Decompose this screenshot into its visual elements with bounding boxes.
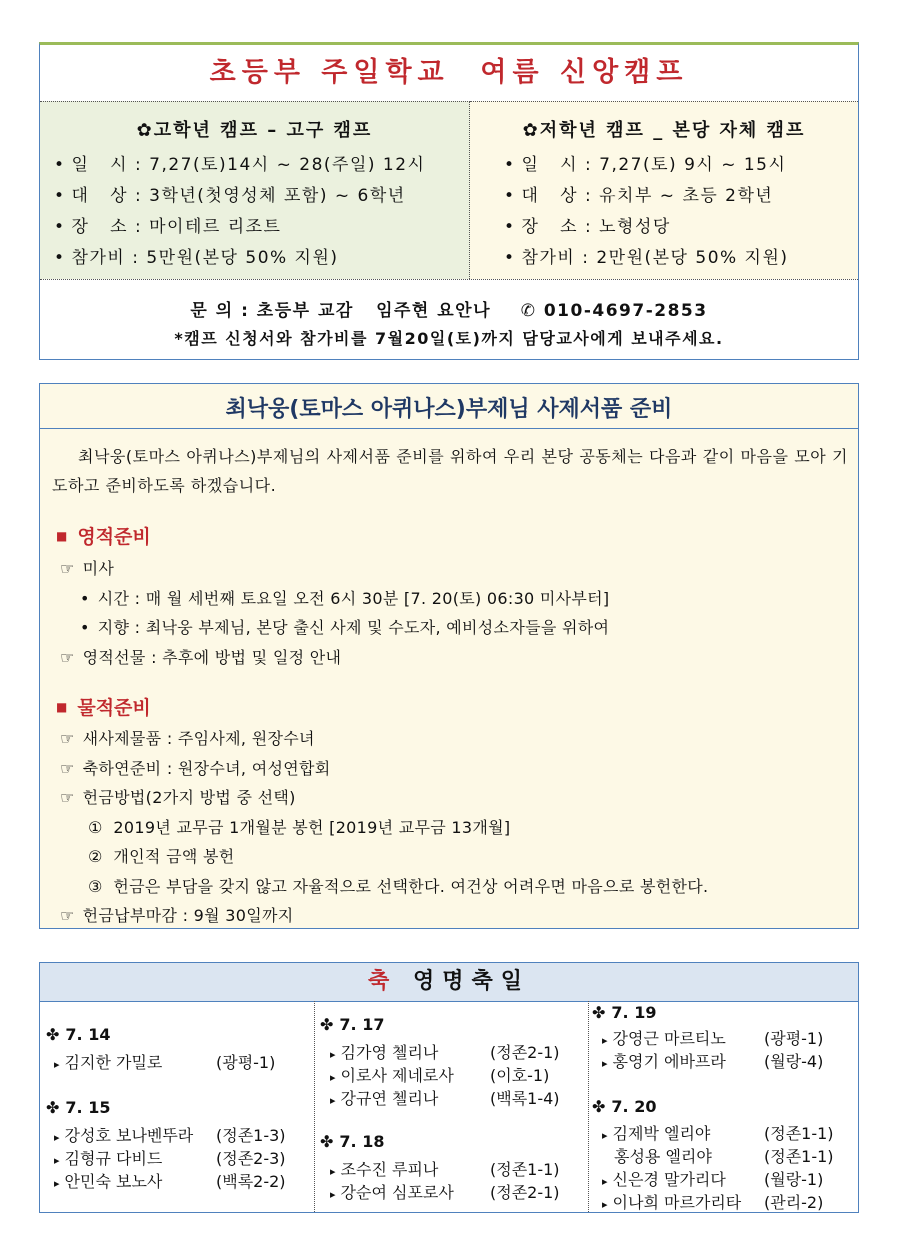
triangle-bullet-icon: ▸ (602, 1198, 608, 1211)
ordination-title: 최낙웅(토마스 아퀴나스)부제님 사제서품 준비 (225, 397, 673, 422)
feast-entry: ▸ 강영근 마르티노 (광평-1) (602, 1029, 824, 1048)
triangle-bullet-icon: ▸ (330, 1094, 336, 1107)
feast-entry: ▸ 신은경 말가리다 (월랑-1) (602, 1170, 824, 1189)
ordination-intro: 최낙웅(토마스 아퀴나스)부제님의 사제서품 준비를 위하여 우리 본당 공동체는 다음과 같이 마음을 모아 기도하고 준비하도록 하겠습니다. (52, 447, 848, 495)
mass-line: ☞ 미사 (60, 559, 115, 578)
offering-deadline: ☞ 헌금납부마감 : 9월 30일까지 (60, 906, 294, 925)
feast-date: ✤ 7. 19 (592, 1003, 657, 1022)
bullet-icon: • (54, 248, 66, 268)
feast-entry: ▸ 강규연 첼리나 (백록1-4) (330, 1089, 560, 1108)
offering-option: ① 2019년 교무금 1개월분 봉헌 [2019년 교무금 13개월] (88, 818, 511, 837)
feast-date: ✤ 7. 14 (46, 1025, 111, 1044)
bullet-icon: • (54, 186, 66, 206)
feast-entry: ▸ 김지한 가밀로 (광평-1) (54, 1053, 276, 1072)
junior-camp-date: • 일 시 : 7,27(토) 9시 ~ 15시 (504, 155, 787, 175)
feast-entry: ▸ 김제박 엘리야 (정존1-1) (602, 1124, 834, 1143)
offering-option: ③ 헌금은 부담을 갖지 않고 자율적으로 선택한다. 여건상 어려우면 마음으로 봉헌한다. (88, 877, 709, 896)
camp-notice-box (39, 42, 859, 360)
feast-entry: 홍성용 엘리야 (정존1-1) (614, 1147, 834, 1166)
senior-camp-panel (40, 101, 470, 279)
senior-camp-heading: ✿고학년 캠프 – 고구 캠프 (136, 120, 373, 141)
spiritual-gift: ☞ 영적선물 : 추후에 방법 및 일정 안내 (60, 648, 342, 667)
clover-icon: ✤ (46, 1025, 60, 1044)
feast-entry: ▸ 홍영기 에바프라 (월랑-4) (602, 1052, 824, 1071)
junior-camp-panel (470, 101, 858, 279)
camp-title: 초등부 주일학교 여름 신앙캠프 (209, 57, 689, 88)
senior-camp-fee: • 참가비 : 5만원(본당 50% 지원) (54, 248, 339, 268)
offering-option: ② 개인적 금액 봉헌 (88, 847, 235, 866)
senior-camp-target: • 대 상 : 3학년(첫영성체 포함) ~ 6학년 (54, 186, 406, 206)
feast-date: ✤ 7. 15 (46, 1098, 111, 1117)
spiritual-heading: ■ 영적준비 (56, 526, 151, 548)
material-heading: ■ 물적준비 (56, 697, 151, 719)
clover-icon: ✤ (592, 1097, 606, 1116)
triangle-bullet-icon: ▸ (602, 1034, 608, 1047)
junior-camp-target: • 대 상 : 유치부 ~ 초등 2학년 (504, 186, 774, 206)
feast-entry: ▸ 김형규 다비드 (정존2-3) (54, 1149, 286, 1168)
ordination-notice-box (39, 383, 859, 929)
junior-camp-heading: ✿저학년 캠프 _ 본당 자체 캠프 (522, 120, 806, 141)
feast-date: ✤ 7. 17 (320, 1015, 385, 1034)
camp-contact: 문 의 : 초등부 교감 임주현 요안나 ✆ 010-4697-2853 (190, 301, 708, 321)
pointing-hand-icon: ☞ (60, 648, 75, 667)
camp-contact-panel (40, 279, 858, 359)
feast-entry: ▸ 강성호 보나벤뚜라 (정존1-3) (54, 1126, 286, 1145)
triangle-bullet-icon: ▸ (602, 1175, 608, 1188)
column-divider (588, 1001, 589, 1212)
feast-entry: ▸ 이나희 마르가리타 (관리-2) (602, 1193, 824, 1212)
material-item: ☞ 축하연준비 : 원장수녀, 여성연합회 (60, 759, 331, 778)
bullet-icon: • (54, 155, 66, 175)
bullet-icon: • (504, 248, 516, 268)
material-item: ☞ 새사제물품 : 주임사제, 원장수녀 (60, 729, 315, 748)
triangle-bullet-icon: ▸ (54, 1177, 60, 1190)
triangle-bullet-icon: ▸ (54, 1131, 60, 1144)
column-divider (314, 1001, 315, 1212)
square-bullet-icon: ■ (56, 700, 68, 714)
pointing-hand-icon: ☞ (60, 559, 75, 578)
feast-day-box (39, 962, 859, 1213)
material-item: ☞ 헌금방법(2가지 방법 중 선택) (60, 788, 296, 807)
feast-title: 축 영명축일 (40, 963, 858, 1002)
bullet-icon: • (80, 589, 90, 608)
feast-date: ✤ 7. 20 (592, 1097, 657, 1116)
camp-note: *캠프 신청서와 참가비를 7월20일(토)까지 담당교사에게 보내주세요. (174, 329, 724, 348)
triangle-bullet-icon: ▸ (330, 1048, 336, 1061)
bullet-icon: • (504, 186, 516, 206)
mass-time: • 시간 : 매 월 세번째 토요일 오전 6시 30분 [7. 20(토) 06:30 미사부터] (80, 589, 610, 608)
senior-camp-place: • 장 소 : 마이테르 리조트 (54, 217, 282, 237)
mass-intention: • 지향 : 최낙웅 부제님, 본당 출신 사제 및 수도자, 예비성소자들을 위하여 (80, 618, 610, 637)
feast-entry: ▸ 김가영 첼리나 (정존2-1) (330, 1043, 560, 1062)
square-bullet-icon: ■ (56, 529, 68, 543)
bullet-icon: • (54, 217, 66, 237)
feast-date: ✤ 7. 18 (320, 1132, 385, 1151)
triangle-bullet-icon: ▸ (602, 1057, 608, 1070)
junior-camp-fee: • 참가비 : 2만원(본당 50% 지원) (504, 248, 789, 268)
triangle-bullet-icon: ▸ (54, 1058, 60, 1071)
bullet-icon: • (80, 618, 90, 637)
feast-entry: ▸ 조수진 루피나 (정존1-1) (330, 1160, 560, 1179)
senior-camp-date: • 일 시 : 7,27(토)14시 ~ 28(주일) 12시 (54, 155, 426, 175)
feast-entry: ▸ 이로사 제네로사 (이호-1) (330, 1066, 550, 1085)
junior-camp-place: • 장 소 : 노형성당 (504, 217, 671, 237)
triangle-bullet-icon: ▸ (602, 1129, 608, 1142)
clover-icon: ✤ (46, 1098, 60, 1117)
clover-icon: ✤ (320, 1015, 334, 1034)
pointing-hand-icon: ☞ (60, 788, 75, 807)
feast-entry: ▸ 강순여 심포로사 (정존2-1) (330, 1183, 560, 1202)
triangle-bullet-icon: ▸ (54, 1154, 60, 1167)
pointing-hand-icon: ☞ (60, 906, 75, 925)
clover-icon: ✤ (592, 1003, 606, 1022)
pointing-hand-icon: ☞ (60, 729, 75, 748)
feast-entry: ▸ 안민숙 보노사 (백록2-2) (54, 1172, 286, 1191)
triangle-bullet-icon: ▸ (330, 1071, 336, 1084)
pointing-hand-icon: ☞ (60, 759, 75, 778)
clover-icon: ✤ (320, 1132, 334, 1151)
bullet-icon: • (504, 217, 516, 237)
triangle-bullet-icon: ▸ (330, 1188, 336, 1201)
triangle-bullet-icon: ▸ (330, 1165, 336, 1178)
bullet-icon: • (504, 155, 516, 175)
divider (40, 428, 858, 429)
